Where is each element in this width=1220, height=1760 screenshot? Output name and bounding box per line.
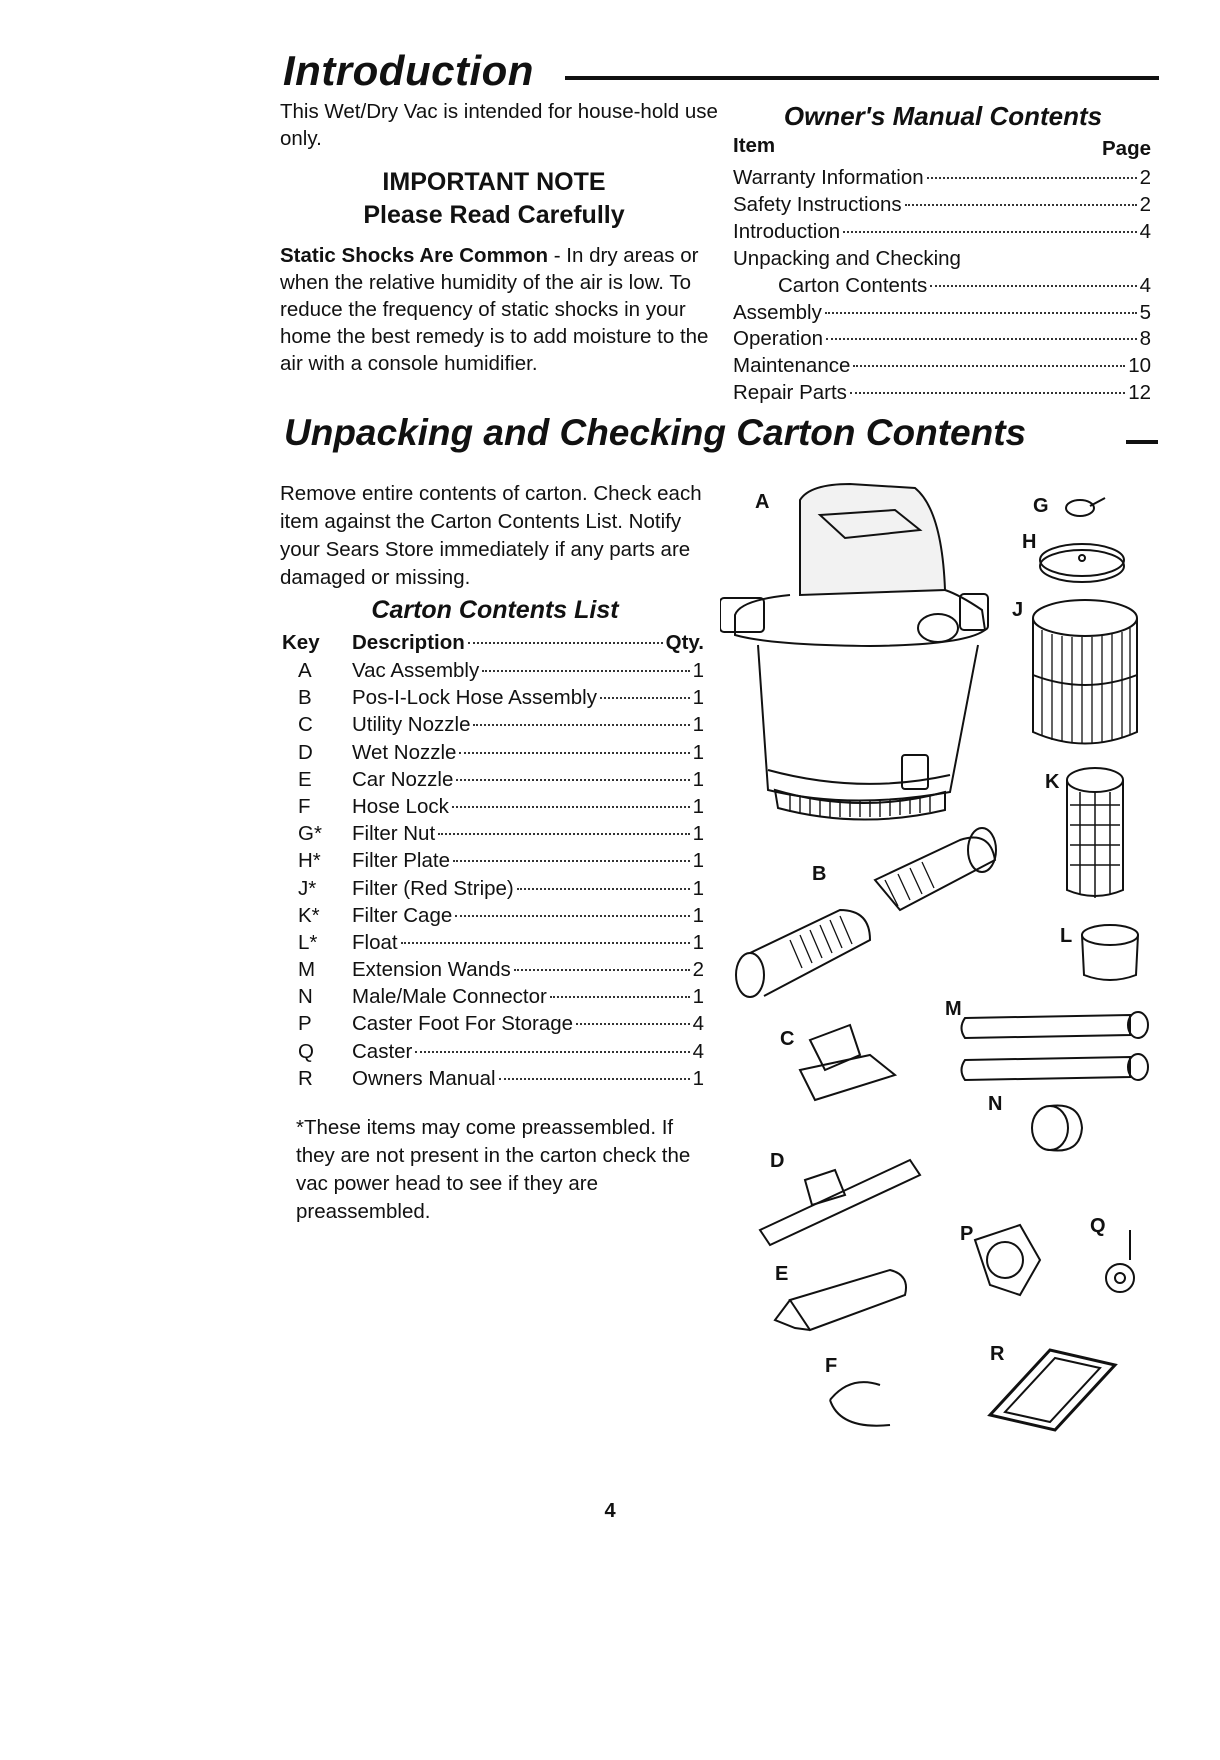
- filter-plate-drawing: [1040, 544, 1124, 582]
- leader-dots: [499, 1078, 690, 1080]
- important-note: [280, 166, 708, 232]
- label-r: R: [990, 1343, 1005, 1365]
- leader-dots: [930, 285, 1136, 287]
- toc-col-item: Item: [733, 134, 776, 157]
- carton-item: [282, 956, 704, 983]
- carton-item-description: Filter Cage: [352, 903, 453, 927]
- carton-item-key: P: [298, 1012, 312, 1036]
- carton-item-key: N: [298, 985, 313, 1009]
- leader-dots: [455, 915, 689, 917]
- carton-item: [282, 793, 704, 820]
- carton-item-row: [352, 847, 704, 874]
- important-note-subtitle: Please Read Carefully: [363, 201, 625, 229]
- carton-item-description: Extension Wands: [352, 958, 511, 982]
- carton-item-row: [352, 956, 704, 983]
- leader-dots: [576, 1023, 690, 1025]
- carton-item-description: Filter (Red Stripe): [352, 876, 514, 900]
- label-l: L: [1060, 925, 1073, 947]
- leader-dots: [468, 642, 663, 644]
- label-j: J: [1012, 599, 1024, 621]
- carton-item-description: Filter Nut: [352, 822, 436, 846]
- carton-col-key: Key: [282, 631, 320, 654]
- carton-item-key: J*: [298, 876, 317, 900]
- carton-col-description: [352, 630, 704, 656]
- carton-item-row: [352, 820, 704, 847]
- toc-entry: [733, 273, 1151, 300]
- leader-dots: [401, 942, 690, 944]
- toc-entry-item: Introduction: [733, 219, 841, 243]
- toc-entry-item: Operation: [733, 327, 824, 351]
- toc-entry-page: 4: [1139, 219, 1151, 243]
- carton-item-qty: 1: [692, 849, 704, 873]
- carton-item-row: [352, 793, 704, 820]
- wet-nozzle-drawing: [760, 1160, 920, 1245]
- carton-item-row: [352, 929, 704, 956]
- carton-item-key: A: [298, 659, 312, 682]
- carton-item: [282, 902, 704, 929]
- carton-item-key: R: [298, 1066, 313, 1090]
- toc-entry-item: Unpacking and Checking: [733, 246, 961, 270]
- toc-entry: [733, 380, 1151, 407]
- important-note-title: IMPORTANT NOTE: [382, 168, 606, 196]
- carton-item-qty: 4: [692, 1012, 704, 1036]
- toc-entry-item: Assembly: [733, 300, 822, 324]
- carton-item-description: Caster: [352, 1039, 413, 1063]
- static-shocks-bold: Static Shocks Are Common: [280, 244, 549, 267]
- toc-entry-item: Warranty Information: [733, 166, 924, 189]
- carton-item-description: Car Nozzle: [352, 767, 454, 791]
- filter-drawing: [1033, 600, 1137, 744]
- carton-item-row: [352, 1065, 704, 1092]
- label-a: A: [755, 491, 770, 513]
- leader-dots: [473, 724, 689, 726]
- carton-item-qty: 4: [692, 1039, 704, 1063]
- leader-dots: [415, 1051, 689, 1053]
- leader-dots: [459, 752, 689, 754]
- toc-entry: [733, 353, 1151, 380]
- toc-entry-item: Carton Contents: [778, 273, 928, 297]
- label-c: C: [780, 1028, 795, 1050]
- carton-list-title: Carton Contents List: [371, 596, 619, 624]
- carton-item-description: Wet Nozzle: [352, 740, 457, 764]
- caster-foot-drawing: [975, 1225, 1040, 1295]
- leader-dots: [452, 806, 690, 808]
- leader-dots: [514, 969, 690, 971]
- carton-item: [282, 739, 704, 766]
- connector-drawing: [1032, 1105, 1082, 1150]
- label-d: D: [770, 1150, 785, 1172]
- toc-list: [733, 165, 1151, 407]
- carton-item: [282, 657, 704, 684]
- extension-wands-drawing: [962, 1012, 1149, 1080]
- carton-item-qty: 1: [692, 767, 704, 791]
- toc-col-page: Page: [1102, 137, 1151, 160]
- label-n: N: [988, 1093, 1003, 1115]
- unpacking-rule: [1126, 440, 1158, 444]
- carton-item-key: Q: [298, 1039, 314, 1063]
- utility-nozzle-drawing: [800, 1025, 895, 1100]
- carton-item-qty: 1: [692, 686, 704, 710]
- carton-item-qty: 1: [692, 794, 704, 818]
- carton-item: [282, 1010, 704, 1037]
- page-number: 4: [604, 1500, 616, 1522]
- carton-item-qty: 1: [692, 1066, 704, 1090]
- label-h: H: [1022, 531, 1037, 553]
- carton-item-row: [352, 1038, 704, 1065]
- carton-item-description: Utility Nozzle: [352, 713, 471, 737]
- carton-item-row: [352, 766, 704, 793]
- leader-dots: [600, 697, 690, 699]
- label-p: P: [960, 1223, 974, 1245]
- leader-dots: [850, 392, 1125, 394]
- filter-cage-drawing: [1067, 768, 1123, 898]
- carton-item-key: M: [298, 958, 316, 982]
- toc-header: [733, 133, 1151, 159]
- carton-col-qty: Qty.: [665, 631, 704, 654]
- unpacking-text: Remove entire contents of carton. Check each item against the Carton Contents List. Notify your Sears Store immediately if any parts are damaged or missing.: [280, 482, 702, 589]
- static-shocks-paragraph: [280, 242, 710, 377]
- carton-item-qty: 1: [692, 659, 704, 682]
- carton-item-row: [352, 657, 704, 684]
- carton-item: [282, 1038, 704, 1065]
- carton-item-qty: 1: [692, 985, 704, 1009]
- carton-item-description: Vac Assembly: [352, 659, 480, 682]
- carton-item: [282, 983, 704, 1010]
- toc-entry-item: Repair Parts: [733, 381, 847, 405]
- carton-item-qty: 1: [692, 876, 704, 900]
- carton-item-key: D: [298, 740, 313, 764]
- label-f: F: [825, 1355, 838, 1377]
- intro-text: This Wet/Dry Vac is intended for house-hold use only.: [280, 100, 718, 150]
- carton-col-desc-label: Description: [352, 631, 465, 654]
- carton-item-description: Filter Plate: [352, 849, 450, 873]
- carton-item-row: [352, 711, 704, 738]
- label-k: K: [1045, 771, 1060, 793]
- carton-item-qty: 1: [692, 713, 704, 737]
- toc-entry-page: 2: [1139, 166, 1151, 189]
- label-b: B: [812, 863, 827, 885]
- toc-title: Owner's Manual Contents: [783, 101, 1103, 131]
- leader-dots: [853, 365, 1125, 367]
- carton-item: [282, 684, 704, 711]
- filter-nut-drawing: [1066, 498, 1105, 516]
- label-q: Q: [1090, 1215, 1106, 1237]
- carton-item-qty: 1: [692, 740, 704, 764]
- carton-item-qty: 2: [692, 958, 704, 982]
- carton-item-row: [352, 1010, 704, 1037]
- label-m: M: [945, 998, 962, 1020]
- carton-item-description: Owners Manual: [352, 1066, 496, 1090]
- carton-item-row: [352, 902, 704, 929]
- leader-dots: [826, 338, 1137, 340]
- carton-item-qty: 1: [692, 822, 704, 846]
- toc-entry: [733, 246, 1151, 273]
- carton-item-key: E: [298, 767, 312, 791]
- heading-rule: [565, 76, 1159, 80]
- leader-dots: [550, 996, 690, 998]
- toc-entry-page: 8: [1139, 327, 1151, 351]
- leader-dots: [438, 833, 689, 835]
- leader-dots: [482, 670, 689, 672]
- figure-labels: [755, 491, 1106, 1377]
- vac-assembly-drawing: [720, 484, 988, 820]
- toc-entry: [733, 165, 1151, 192]
- owners-manual-drawing: [990, 1350, 1115, 1430]
- leader-dots: [453, 860, 690, 862]
- toc-entry-item: Maintenance: [733, 354, 851, 378]
- carton-item-row: [352, 875, 704, 902]
- carton-item-qty: 1: [692, 930, 704, 954]
- car-nozzle-drawing: [775, 1270, 906, 1330]
- carton-item-description: Hose Lock: [352, 794, 449, 818]
- toc-entry-page: 10: [1128, 354, 1151, 378]
- float-drawing: [1082, 925, 1138, 980]
- label-e: E: [775, 1263, 789, 1285]
- carton-item-description: Float: [352, 930, 398, 954]
- carton-item-description: Pos-I-Lock Hose Assembly: [352, 686, 597, 710]
- leader-dots: [905, 204, 1137, 206]
- carton-item-key: K*: [298, 903, 320, 927]
- toc-entry-page: 5: [1139, 300, 1151, 324]
- toc-entry: [733, 300, 1151, 327]
- carton-item-key: G*: [298, 822, 322, 846]
- carton-item-row: [352, 983, 704, 1010]
- preassembled-note: *These items may come preassembled. If they are not present in the carton check the vac power head to see if they are preassembled.: [296, 1116, 691, 1223]
- toc-entry: [733, 192, 1151, 219]
- carton-item: [282, 875, 704, 902]
- carton-item-description: Male/Male Connector: [352, 985, 547, 1009]
- toc-entry-item: Safety Instructions: [733, 192, 902, 216]
- carton-item: [282, 1065, 704, 1092]
- carton-item-qty: 1: [692, 903, 704, 927]
- carton-item: [282, 820, 704, 847]
- carton-item-key: F: [298, 794, 311, 818]
- leader-dots: [517, 888, 690, 890]
- label-g: G: [1033, 495, 1049, 517]
- carton-item: [282, 711, 704, 738]
- toc-entry-page: 2: [1139, 192, 1151, 216]
- carton-item-key: H*: [298, 849, 321, 873]
- parts-illustration: [720, 470, 1220, 1760]
- hose-lock-drawing: [830, 1382, 890, 1426]
- carton-item: [282, 929, 704, 956]
- carton-item-key: L*: [298, 930, 318, 954]
- unpacking-heading: Unpacking and Checking Carton Contents: [284, 412, 1027, 453]
- carton-item-description: Caster Foot For Storage: [352, 1012, 574, 1036]
- carton-item-row: [352, 739, 704, 766]
- leader-dots: [843, 231, 1136, 233]
- carton-item: [282, 847, 704, 874]
- static-shocks-text: - In dry areas or when the relative humidity of the air is low. To reduce the frequency of static shocks in your home the best remedy is to add moisture to the air with a console humidifier.: [280, 244, 709, 375]
- toc-entry-page: 4: [1139, 273, 1151, 297]
- carton-list: [282, 657, 704, 1092]
- carton-item-key: B: [298, 686, 312, 710]
- carton-item-key: C: [298, 713, 313, 737]
- leader-dots: [825, 312, 1137, 314]
- hose-assembly-drawing: [736, 828, 996, 997]
- introduction-heading: Introduction: [283, 47, 534, 94]
- toc-entry-page: 12: [1128, 381, 1151, 405]
- carton-item: [282, 766, 704, 793]
- leader-dots: [456, 779, 689, 781]
- leader-dots: [927, 177, 1137, 179]
- caster-drawing: [1106, 1230, 1134, 1292]
- toc-entry: [733, 326, 1151, 353]
- toc-entry: [733, 219, 1151, 246]
- carton-item-row: [352, 684, 704, 711]
